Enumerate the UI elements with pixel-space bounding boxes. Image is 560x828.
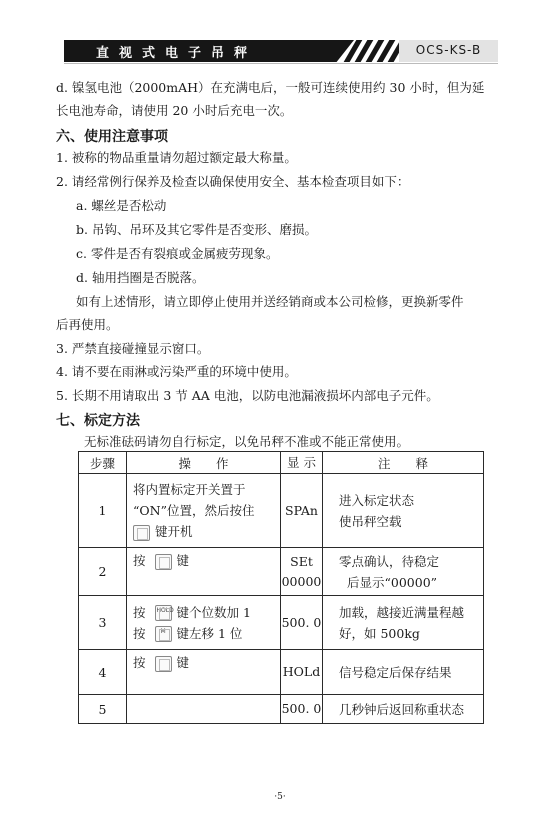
s6-item-1: 1. 被称的物品重量请勿超过额定最大称量。 — [56, 150, 297, 165]
s6-item-2: 2. 请经常例行保养及检查以确保使用安全、基本检查项目如下： — [56, 174, 410, 189]
zero-key-icon — [155, 554, 172, 570]
step-cell: 1 — [79, 474, 127, 548]
s7-intro: 无标准砝码请勿自行标定，以免吊秤不准或不能正常使用。 — [84, 434, 410, 449]
body-line-2: 长电池寿命，请使用 20 小时后充电一次。 — [56, 103, 293, 118]
op-line — [133, 623, 276, 644]
step-cell: 4 — [79, 650, 127, 695]
header-rule — [64, 63, 498, 64]
op-line — [133, 602, 276, 623]
note-line: 好，如 500kg — [339, 625, 420, 641]
op-text: 按 — [133, 655, 146, 670]
th-operation: 操 作 — [127, 452, 281, 474]
note-cell: 信号稳定后保存结果 — [323, 650, 484, 695]
section-7-title: 七、标定方法 — [56, 413, 140, 429]
table-row — [79, 695, 484, 724]
table-row — [79, 474, 484, 548]
th-display: 显 示 — [281, 452, 323, 474]
th-note: 注 释 — [323, 452, 484, 474]
op-text: 键 — [176, 553, 190, 568]
operation-cell — [127, 474, 281, 548]
note-line: 后显示“00000” — [347, 574, 438, 590]
s6-item-5: 5. 长期不用请取出 3 节 AA 电池，以防电池漏液损坏内部电子元件。 — [56, 388, 439, 403]
m-key-icon — [155, 626, 172, 642]
section-6-title: 六、使用注意事项 — [56, 129, 168, 145]
zero-key-icon — [155, 656, 172, 672]
header-model: OCS-KS-B — [415, 43, 482, 57]
s6-item-4: 4. 请不要在雨淋或污染严重的环境中使用。 — [56, 364, 297, 379]
s6-sub-a: a. 螺丝是否松动 — [76, 198, 167, 213]
operation-cell — [127, 695, 281, 724]
header-stripes — [346, 40, 398, 62]
table-row — [79, 596, 484, 650]
op-text: 键个位数加 1 — [176, 604, 251, 620]
note-cell — [323, 474, 484, 548]
zero-key-icon — [133, 525, 150, 541]
hold-key-icon — [155, 605, 172, 621]
table-header-row — [79, 452, 484, 474]
operation-cell — [127, 650, 281, 695]
step-cell: 5 — [79, 695, 127, 724]
op-text: 按 — [133, 625, 146, 641]
display-cell: 500. 0 — [281, 596, 323, 650]
operation-cell — [127, 596, 281, 650]
display-cell: HOLd — [281, 650, 323, 695]
s6-sub-b: b. 吊钩、吊环及其它零件是否变形、磨损。 — [76, 222, 317, 237]
display-line: SEt — [290, 553, 313, 569]
op-text: 键左移 1 位 — [176, 625, 243, 641]
op-text: 键 — [176, 655, 190, 670]
m-key-label: M — [160, 628, 166, 635]
note-line: 进入标定状态 — [339, 492, 415, 508]
th-step: 步骤 — [79, 452, 127, 474]
note-line: 加载，越接近满量程越 — [339, 604, 465, 620]
op-text: 按 — [133, 553, 146, 568]
table-row — [79, 650, 484, 695]
note-cell: 几秒钟后返回称重状态 — [323, 695, 484, 724]
page-number: ·5· — [274, 792, 286, 802]
operation-cell — [127, 548, 281, 596]
header-model-box — [399, 40, 498, 62]
step-cell: 2 — [79, 548, 127, 596]
s6-item-3: 3. 严禁直接碰撞显示窗口。 — [56, 341, 210, 356]
s6-note-2: 后再使用。 — [56, 317, 119, 332]
op-line — [133, 521, 276, 542]
header-title: 直视式电子吊秤 — [96, 46, 258, 61]
calibration-table — [78, 451, 484, 724]
page-header — [64, 40, 498, 62]
op-line: “ON”位置，然后按住 — [133, 503, 255, 518]
body-line-1: d. 镍氢电池（2000mAH）在充满电后，一般可连续使用约 30 小时，但为延 — [56, 80, 485, 95]
note-cell — [323, 596, 484, 650]
table-row — [79, 548, 484, 596]
op-line — [133, 652, 276, 673]
hold-key-label: HOLD — [156, 607, 174, 614]
step-cell: 3 — [79, 596, 127, 650]
display-cell: SPAn — [281, 474, 323, 548]
display-cell — [281, 548, 323, 596]
op-text: 键开机 — [155, 524, 193, 539]
s6-note-1: 如有上述情形，请立即停止使用并送经销商或本公司检修，更换新零件 — [76, 294, 464, 309]
op-line: 将内置标定开关置于 — [133, 482, 246, 497]
op-text: 按 — [133, 604, 146, 620]
display-line: 00000 — [281, 573, 322, 589]
s6-sub-c: c. 零件是否有裂痕或金属疲劳现象。 — [76, 246, 279, 261]
op-line — [133, 550, 276, 571]
note-line: 零点确认，待稳定 — [339, 553, 440, 569]
note-cell — [323, 548, 484, 596]
s6-sub-d: d. 轴用挡圈是否脱落。 — [76, 270, 205, 285]
display-cell: 500. 0 — [281, 695, 323, 724]
note-line: 使吊秤空载 — [339, 513, 402, 529]
